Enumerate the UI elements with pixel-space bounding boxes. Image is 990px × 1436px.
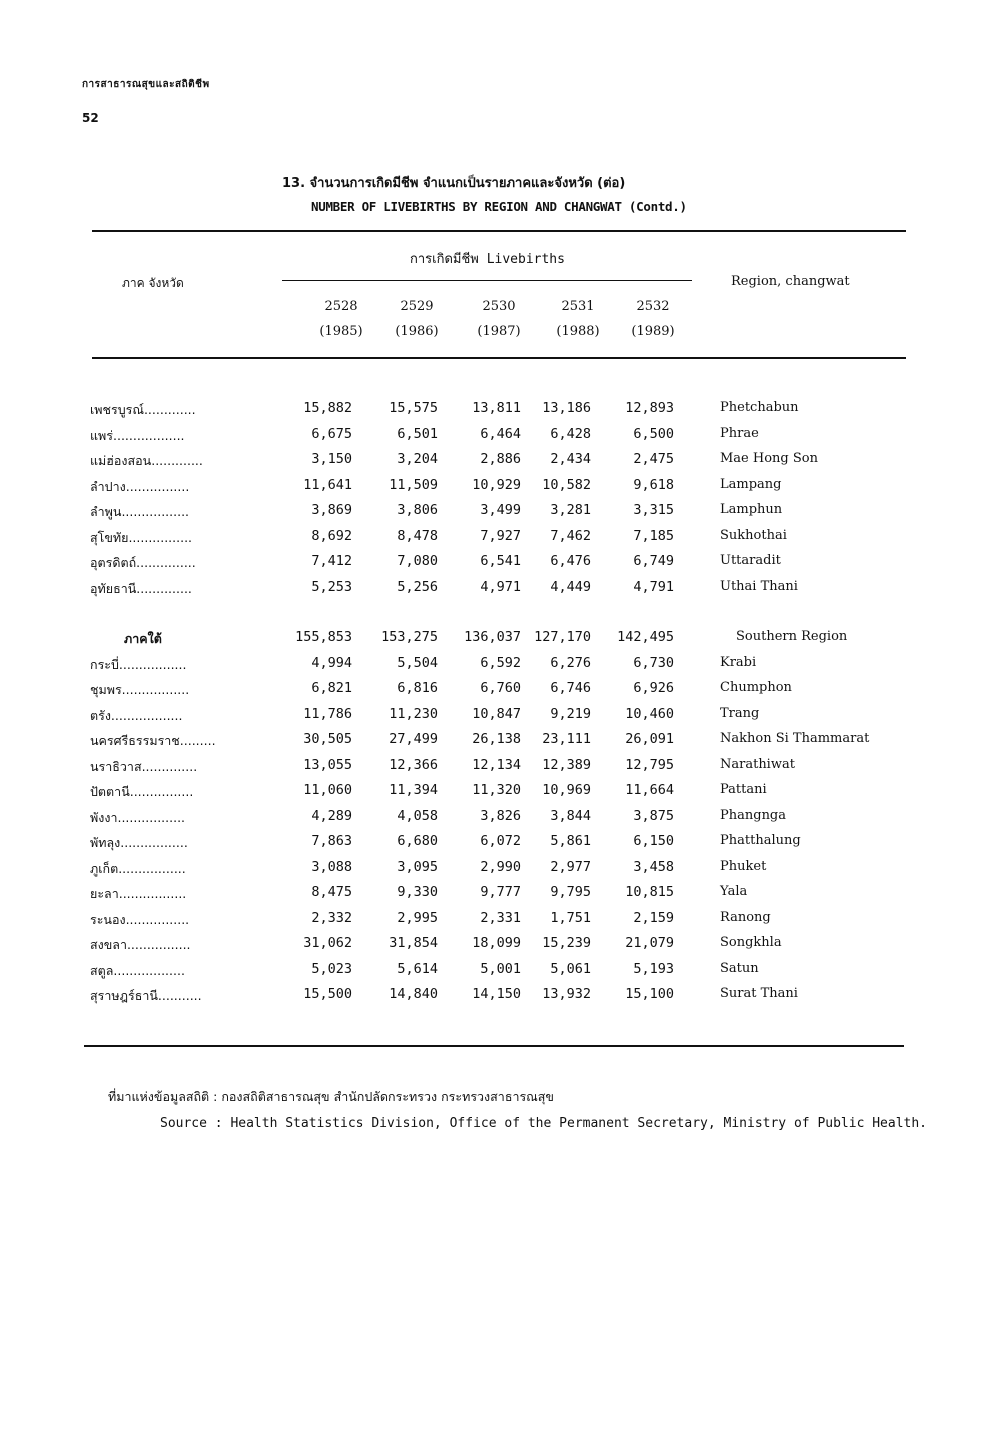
source-note-english: Source : Health Statistics Division, Office of the Permanent Secretary, Ministry of Public Health.: [160, 1116, 928, 1131]
livebirth-count-cell: 5,193: [633, 960, 674, 977]
livebirth-count-cell: 6,760: [480, 680, 521, 696]
table-row: [0, 400, 990, 422]
changwat-name-thai: นราธิวาส..............: [90, 758, 198, 774]
changwat-name-thai: สุโขทัย................: [90, 529, 193, 545]
table-row: [0, 655, 990, 677]
livebirth-count-cell: 3,499: [480, 502, 521, 518]
livebirth-count-cell: 3,281: [550, 502, 591, 518]
header-bottom-rule: [92, 357, 906, 359]
livebirth-count-cell: 26,091: [625, 731, 674, 747]
livebirth-count-cell: 11,641: [303, 476, 352, 493]
changwat-name-english: Sukhothai: [720, 527, 787, 543]
changwat-name-thai: อุทัยธานี..............: [90, 580, 192, 596]
livebirth-count-cell: 15,100: [625, 986, 674, 1002]
livebirth-count-cell: 10,460: [625, 705, 674, 722]
changwat-name-thai: ยะลา.................: [90, 886, 187, 901]
livebirth-count-cell: 11,394: [389, 782, 438, 798]
changwat-name-english: Lampang: [720, 476, 782, 492]
livebirth-count-cell: 11,320: [472, 782, 521, 798]
table-title-english: NUMBER OF LIVEBIRTHS BY REGION AND CHANGWAT (Contd.): [311, 199, 687, 214]
changwat-name-english: Ranong: [720, 909, 771, 925]
year-header-be: 2529: [400, 299, 434, 314]
livebirth-count-cell: 12,366: [389, 756, 438, 773]
changwat-name-english: Satun: [720, 960, 759, 976]
livebirth-count-cell: 6,501: [397, 425, 438, 442]
changwat-name-english: Yala: [720, 884, 748, 899]
livebirth-count-cell: 6,749: [633, 553, 674, 569]
livebirth-count-cell: 10,929: [472, 476, 521, 493]
livebirth-count-cell: 1,751: [550, 909, 591, 926]
livebirth-count-cell: 3,095: [397, 858, 438, 875]
livebirth-count-cell: 31,062: [303, 935, 352, 951]
livebirth-count-cell: 10,582: [542, 476, 591, 493]
livebirth-count-cell: 5,061: [550, 960, 591, 977]
region-row: [0, 629, 990, 651]
livebirth-count-cell: 7,462: [550, 527, 591, 544]
changwat-name-thai: สุราษฎร์ธานี...........: [90, 988, 202, 1003]
livebirth-count-cell: 3,204: [397, 451, 438, 467]
livebirth-count-cell: 7,412: [311, 553, 352, 569]
livebirth-count-cell: 5,614: [397, 960, 438, 977]
livebirth-count-cell: 11,664: [625, 782, 674, 798]
column-group-rule: [282, 280, 692, 281]
livebirth-count-cell: 6,541: [480, 553, 521, 569]
table-row: [0, 884, 990, 906]
changwat-name-english: Chumphon: [720, 680, 792, 695]
livebirth-count-cell: 10,815: [625, 884, 674, 900]
livebirth-count-cell: 6,072: [480, 833, 521, 849]
livebirth-count-cell: 15,882: [303, 400, 352, 416]
livebirths-group-header: การเกิดมีชีพ Livebirths: [410, 252, 565, 267]
livebirth-count-cell: 5,001: [480, 960, 521, 977]
changwat-name-english: Phatthalung: [720, 833, 801, 848]
year-header-ce: (1989): [631, 324, 675, 339]
table-row: [0, 680, 990, 702]
running-title: การสาธารณสุขและสถิติชีพ: [82, 79, 210, 90]
livebirth-count-cell: 18,099: [472, 935, 521, 951]
table-row: [0, 757, 990, 779]
year-header-be: 2531: [561, 299, 595, 314]
changwat-name-english: Narathiwat: [720, 756, 795, 772]
livebirth-count-cell: 23,111: [542, 731, 591, 747]
changwat-name-english: Phrae: [720, 425, 759, 441]
changwat-name-english: Surat Thani: [720, 986, 798, 1001]
livebirth-count-cell: 12,134: [472, 756, 521, 773]
table-row: [0, 579, 990, 601]
changwat-name-english: Nakhon Si Thammarat: [720, 731, 870, 746]
livebirth-count-cell: 2,475: [633, 451, 674, 467]
table-row: [0, 451, 990, 473]
livebirth-count-cell: 5,256: [397, 578, 438, 595]
livebirth-count-cell: 136,037: [464, 629, 521, 645]
livebirth-count-cell: 10,847: [472, 705, 521, 722]
livebirth-count-cell: 4,289: [311, 807, 352, 824]
table-row: [0, 502, 990, 524]
livebirth-count-cell: 13,811: [472, 400, 521, 416]
table-row: [0, 859, 990, 881]
changwat-name-thai: ภูเก็ต.................: [90, 860, 186, 876]
changwat-name-thai: พัทลุง.................: [90, 835, 188, 850]
livebirth-count-cell: 3,088: [311, 858, 352, 875]
region-changwat-header-english: Region, changwat: [731, 274, 850, 289]
livebirth-count-cell: 11,786: [303, 705, 352, 722]
livebirth-count-cell: 3,458: [633, 858, 674, 875]
livebirth-count-cell: 2,990: [480, 858, 521, 875]
livebirth-count-cell: 15,239: [542, 935, 591, 951]
livebirth-count-cell: 3,150: [311, 451, 352, 467]
livebirth-count-cell: 12,389: [542, 756, 591, 773]
livebirth-count-cell: 8,475: [311, 884, 352, 900]
livebirth-count-cell: 2,886: [480, 451, 521, 467]
livebirth-count-cell: 5,861: [550, 833, 591, 849]
changwat-name-thai: พังงา.................: [90, 809, 186, 825]
livebirth-count-cell: 2,331: [480, 909, 521, 926]
livebirth-count-cell: 21,079: [625, 935, 674, 951]
livebirth-count-cell: 10,969: [542, 782, 591, 798]
livebirth-count-cell: 9,777: [480, 884, 521, 900]
livebirth-count-cell: 13,186: [542, 400, 591, 416]
table-row: [0, 782, 990, 804]
changwat-name-english: Phuket: [720, 858, 767, 874]
livebirth-count-cell: 13,932: [542, 986, 591, 1002]
changwat-name-thai: ลำพูน.................: [90, 504, 190, 519]
table-title-thai: 13. จำนวนการเกิดมีชีพ จำแนกเป็นรายภาคและจังหวัด (ต่อ): [282, 176, 626, 191]
changwat-name-english: Southern Region: [736, 629, 848, 644]
livebirth-count-cell: 6,730: [633, 654, 674, 671]
livebirth-count-cell: 6,276: [550, 654, 591, 671]
livebirth-count-cell: 2,977: [550, 858, 591, 875]
year-header-ce: (1988): [556, 324, 600, 339]
changwat-name-thai: สตูล..................: [90, 962, 185, 978]
livebirth-count-cell: 3,806: [397, 502, 438, 518]
changwat-name-thai: ระนอง................: [90, 911, 190, 927]
livebirth-count-cell: 4,449: [550, 578, 591, 595]
livebirth-count-cell: 11,060: [303, 782, 352, 798]
livebirth-count-cell: 3,875: [633, 807, 674, 824]
livebirth-count-cell: 3,826: [480, 807, 521, 824]
table-row: [0, 833, 990, 855]
livebirth-count-cell: 26,138: [472, 731, 521, 747]
livebirth-count-cell: 12,893: [625, 400, 674, 416]
table-row: [0, 910, 990, 932]
livebirth-count-cell: 11,509: [389, 476, 438, 493]
livebirth-count-cell: 6,746: [550, 680, 591, 696]
changwat-name-english: Krabi: [720, 654, 757, 670]
livebirth-count-cell: 4,058: [397, 807, 438, 824]
livebirth-count-cell: 9,795: [550, 884, 591, 900]
changwat-name-english: Pattani: [720, 782, 767, 797]
changwat-name-english: Phangnga: [720, 807, 787, 823]
livebirth-count-cell: 13,055: [303, 756, 352, 773]
changwat-name-thai: สงขลา................: [90, 937, 191, 952]
year-header-be: 2528: [324, 299, 358, 314]
livebirth-count-cell: 6,675: [311, 425, 352, 442]
livebirth-count-cell: 2,159: [633, 909, 674, 926]
changwat-name-thai: ชุมพร.................: [90, 682, 190, 697]
table-row: [0, 961, 990, 983]
year-header-be: 2532: [636, 299, 670, 314]
livebirth-count-cell: 127,170: [534, 629, 591, 645]
livebirth-count-cell: 15,500: [303, 986, 352, 1002]
livebirth-count-cell: 8,478: [397, 527, 438, 544]
livebirth-count-cell: 3,844: [550, 807, 591, 824]
livebirth-count-cell: 2,995: [397, 909, 438, 926]
livebirth-count-cell: 153,275: [381, 629, 438, 645]
table-row: [0, 986, 990, 1008]
table-row: [0, 426, 990, 448]
livebirth-count-cell: 6,150: [633, 833, 674, 849]
table-bottom-rule: [84, 1045, 904, 1047]
page-number: 52: [82, 111, 99, 125]
table-row: [0, 553, 990, 575]
table-row: [0, 808, 990, 830]
livebirth-count-cell: 7,863: [311, 833, 352, 849]
livebirth-count-cell: 27,499: [389, 731, 438, 747]
livebirth-count-cell: 4,791: [633, 578, 674, 595]
livebirth-count-cell: 11,230: [389, 705, 438, 722]
source-note-thai: ที่มาแห่งข้อมูลสถิติ : กองสถิติสาธารณสุข สำนักปลัดกระทรวง กระทรวงสาธารณสุข: [108, 1089, 554, 1104]
livebirth-count-cell: 3,869: [311, 502, 352, 518]
livebirth-count-cell: 14,840: [389, 986, 438, 1002]
livebirth-count-cell: 6,464: [480, 425, 521, 442]
livebirth-count-cell: 6,428: [550, 425, 591, 442]
table-top-rule: [92, 230, 906, 232]
changwat-name-thai: แม่ฮ่องสอน.............: [90, 453, 203, 468]
region-changwat-header-thai: ภาค จังหวัด: [122, 276, 184, 290]
livebirth-count-cell: 6,500: [633, 425, 674, 442]
changwat-name-thai: ปัตตานี................: [90, 784, 194, 799]
year-header-ce: (1987): [477, 324, 521, 339]
livebirth-count-cell: 6,821: [311, 680, 352, 696]
livebirth-count-cell: 9,330: [397, 884, 438, 900]
livebirth-count-cell: 2,434: [550, 451, 591, 467]
livebirth-count-cell: 7,080: [397, 553, 438, 569]
livebirth-count-cell: 8,692: [311, 527, 352, 544]
table-row: [0, 935, 990, 957]
livebirth-count-cell: 5,023: [311, 960, 352, 977]
year-header-be: 2530: [482, 299, 516, 314]
livebirth-count-cell: 142,495: [617, 629, 674, 645]
changwat-name-english: Lamphun: [720, 502, 783, 517]
changwat-name-thai: เพชรบูรณ์.............: [90, 402, 196, 417]
livebirth-count-cell: 4,971: [480, 578, 521, 595]
livebirth-count-cell: 6,476: [550, 553, 591, 569]
livebirth-count-cell: 6,926: [633, 680, 674, 696]
changwat-name-thai: แพร่..................: [90, 427, 185, 443]
livebirth-count-cell: 12,795: [625, 756, 674, 773]
changwat-name-english: Mae Hong Son: [720, 451, 818, 466]
livebirth-count-cell: 9,618: [633, 476, 674, 493]
livebirth-count-cell: 7,927: [480, 527, 521, 544]
changwat-name-english: Trang: [720, 705, 760, 721]
livebirth-count-cell: 30,505: [303, 731, 352, 747]
livebirth-count-cell: 3,315: [633, 502, 674, 518]
livebirth-count-cell: 6,816: [397, 680, 438, 696]
livebirth-count-cell: 14,150: [472, 986, 521, 1002]
livebirth-count-cell: 5,253: [311, 578, 352, 595]
livebirth-count-cell: 7,185: [633, 527, 674, 544]
livebirth-count-cell: 4,994: [311, 654, 352, 671]
livebirth-count-cell: 9,219: [550, 705, 591, 722]
changwat-name-english: Uttaradit: [720, 553, 781, 568]
changwat-name-english: Phetchabun: [720, 400, 799, 415]
table-row: [0, 706, 990, 728]
changwat-name-thai: นครศรีธรรมราช.........: [90, 733, 216, 748]
livebirth-count-cell: 2,332: [311, 909, 352, 926]
changwat-name-thai: ลำปาง................: [90, 478, 190, 494]
livebirth-count-cell: 5,504: [397, 654, 438, 671]
changwat-name-thai: กระบี่.................: [90, 656, 187, 672]
changwat-name-thai: ตรัง..................: [90, 707, 183, 723]
table-row: [0, 731, 990, 753]
changwat-name-thai: ภาคใต้: [124, 631, 162, 646]
livebirth-count-cell: 15,575: [389, 400, 438, 416]
table-row: [0, 528, 990, 550]
changwat-name-thai: อุตรดิตถ์...............: [90, 555, 196, 570]
changwat-name-english: Songkhla: [720, 935, 782, 950]
year-header-ce: (1985): [319, 324, 363, 339]
livebirth-count-cell: 155,853: [295, 629, 352, 645]
livebirth-count-cell: 6,680: [397, 833, 438, 849]
livebirth-count-cell: 31,854: [389, 935, 438, 951]
year-header-ce: (1986): [395, 324, 439, 339]
livebirth-count-cell: 6,592: [480, 654, 521, 671]
changwat-name-english: Uthai Thani: [720, 578, 798, 594]
table-row: [0, 477, 990, 499]
